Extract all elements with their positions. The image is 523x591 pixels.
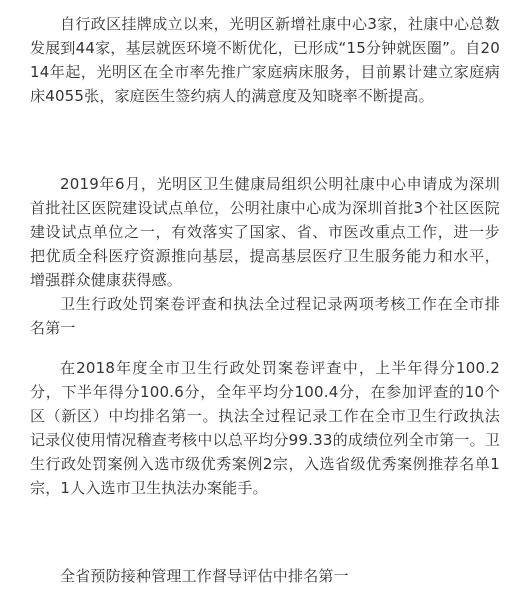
paragraph-community-hospital-pilot: 2019年6月，光明区卫生健康局组织公明社康中心申请成为深圳首批社区医院建设试点单位，公明社康中心成为深圳首批3个社区医院建设试点单位之一，有效落实了国家、省、市医改重点工作，进一步把优质全科医疗资源推向基层，提高基层医疗卫生服务能力和水平，增强群众健康获得感。: [30, 175, 500, 289]
subheading-enforcement-ranking: 卫生行政处罚案卷评查和执法全过程记录两项考核工作在全市排名第一: [30, 295, 500, 337]
paragraph-enforcement-scores: 在2018年度全市卫生行政处罚案卷评查中，上半年得分100.2分，下半年得分100.6分，全年平均分100.4分，在参加评查的10个区（新区）中均排名第一。执法全过程记录工作在全市卫生行政执法记录仪使用情况稽查考核中以总平均分99.33的成绩位列全市第一。卫生行政处罚案例入选市级优秀案例2宗，入选省级优秀案例推荐名单1宗，1人入选市卫生执法办案能手。: [30, 359, 500, 497]
paragraph-community-health: 自行政区挂牌成立以来，光明区新增社康中心3家，社康中心总数发展到44家，基层就医环境不断优化，已形成“15分钟就医圈”。自2014年起，光明区在全市率先推广家庭病床服务，目前累计建立家庭病床4055张，家庭医生签约病人的满意度及知晓率不断提高。: [30, 15, 500, 105]
subheading-vaccination-ranking: 全省预防接种管理工作督导评估中排名第一: [60, 567, 349, 585]
